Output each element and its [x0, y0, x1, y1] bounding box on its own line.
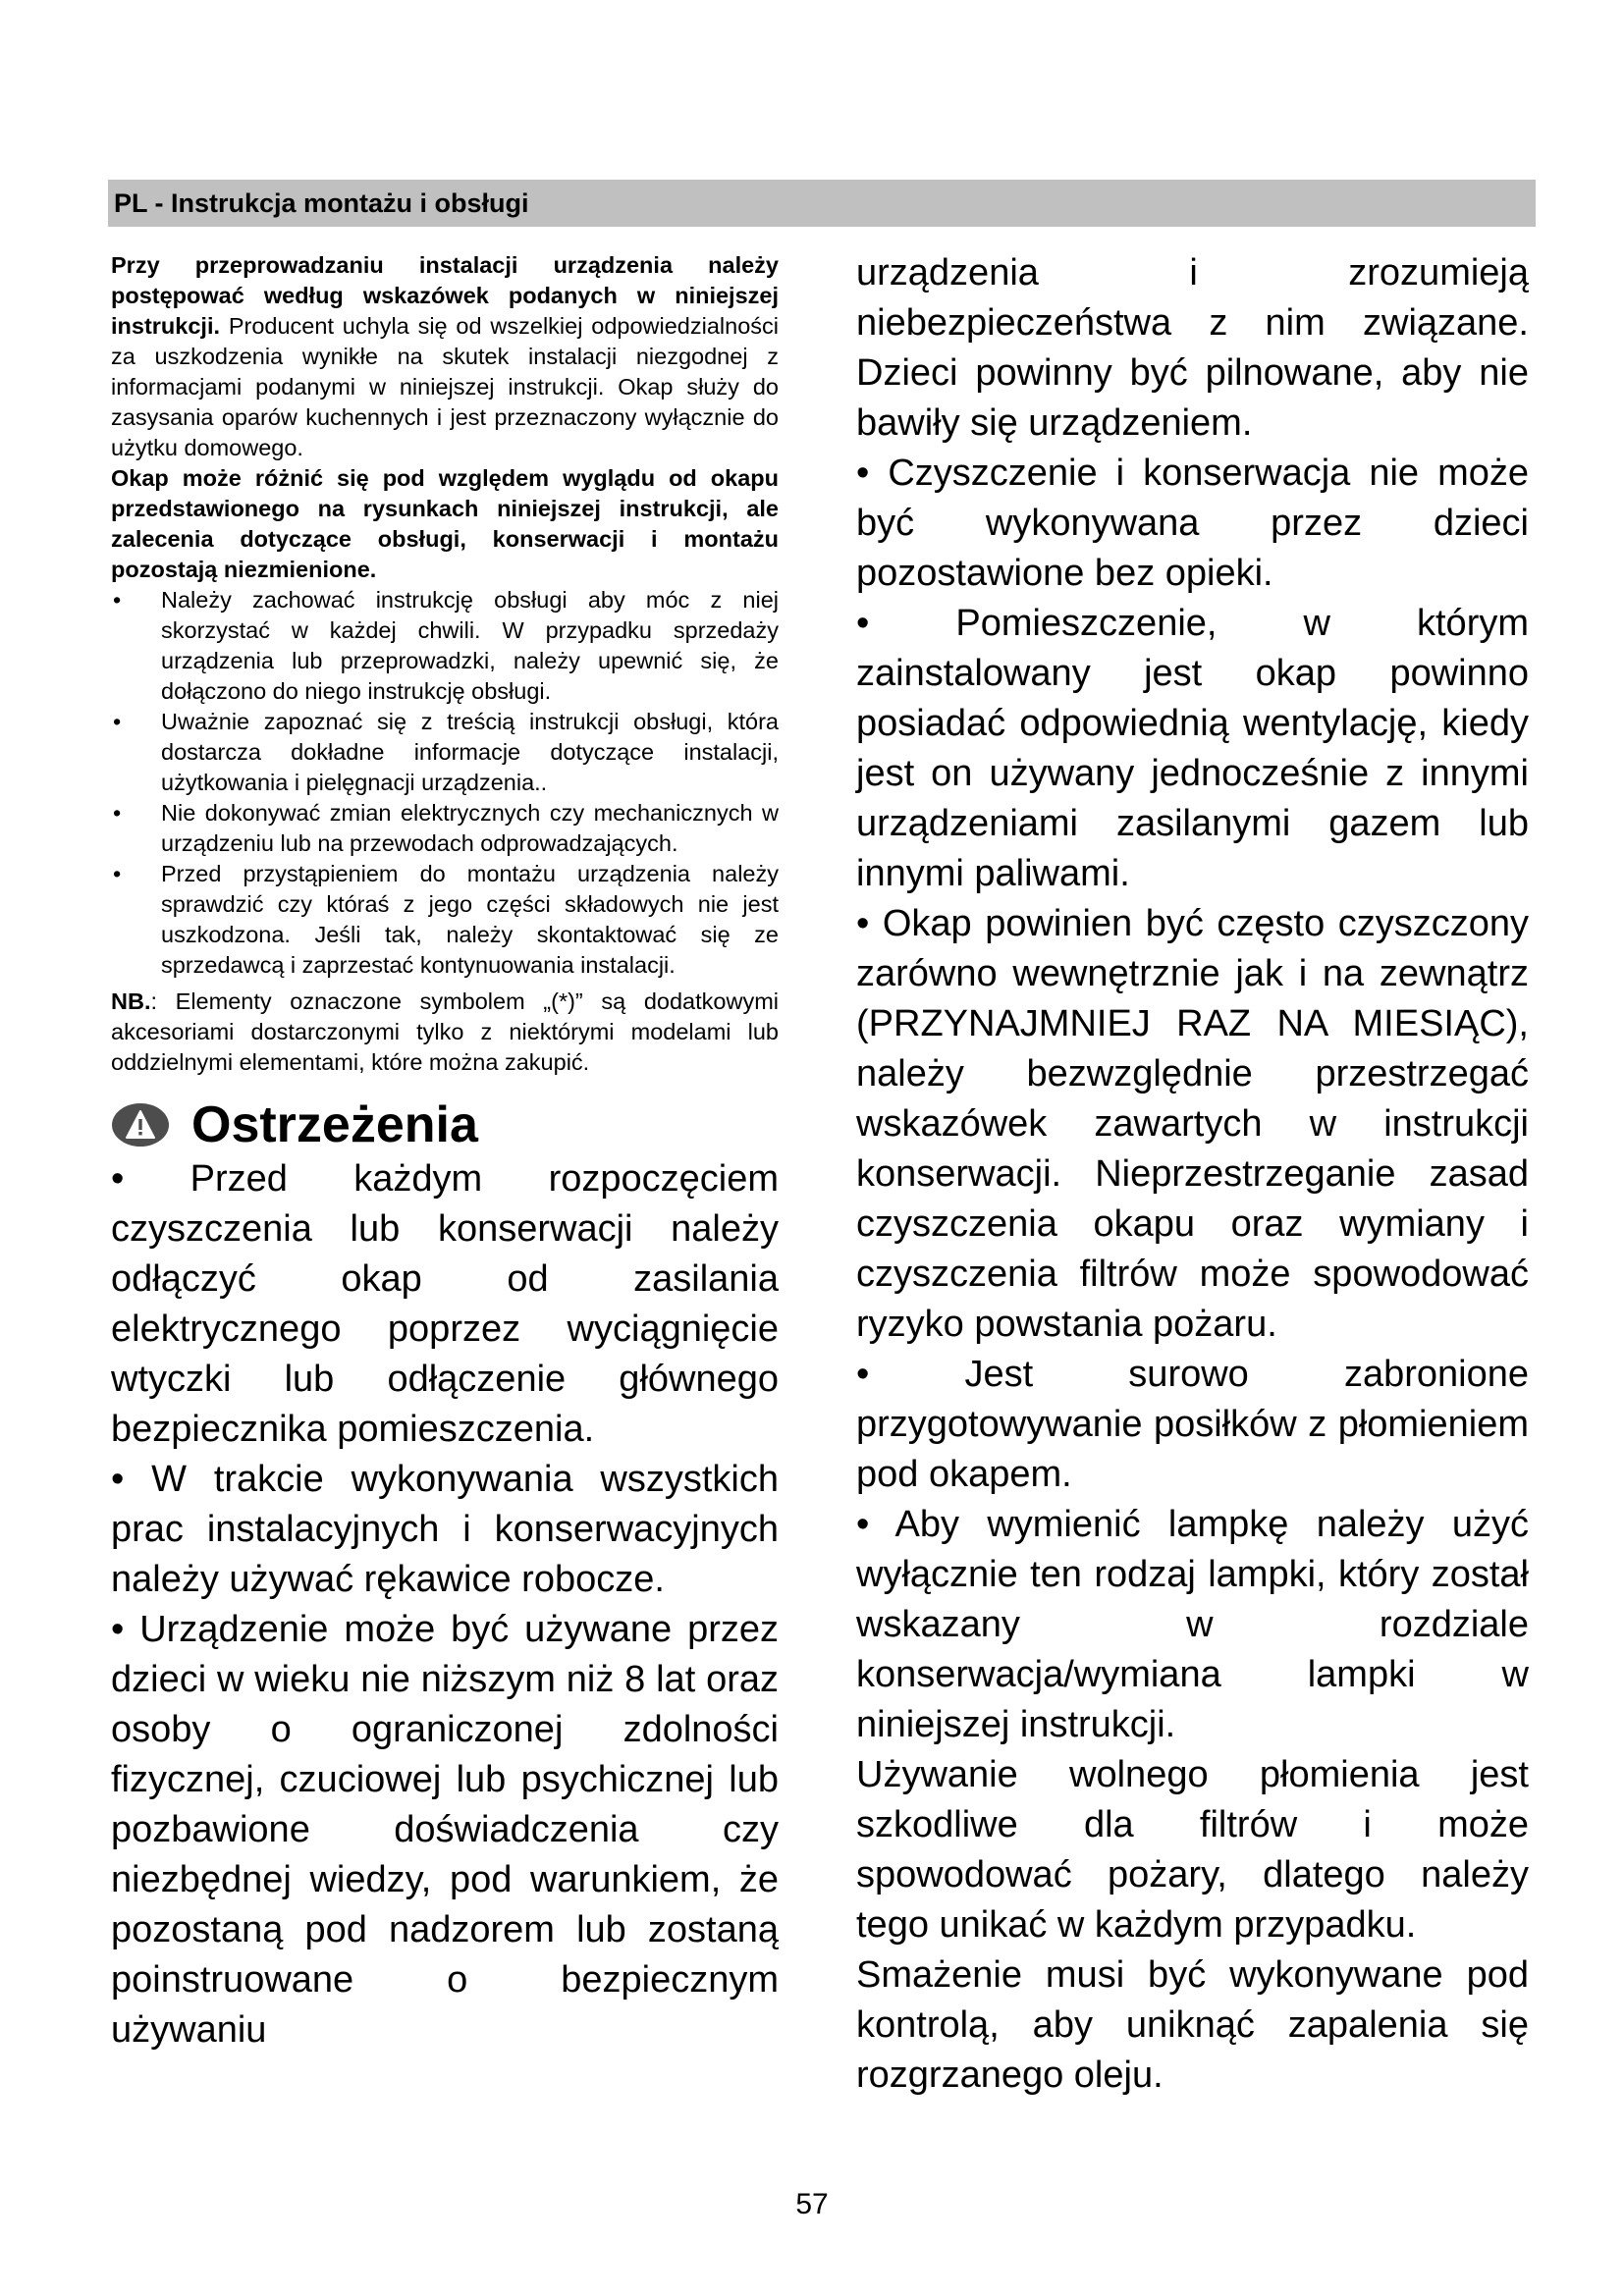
warnings-heading — [111, 1095, 779, 1154]
warnings-left — [111, 1154, 779, 2056]
warning-paragraph: • Jest surowo zabronione przygotowywanie posiłków z płomieniem pod okapem. — [856, 1354, 1529, 1495]
list-item — [111, 707, 779, 798]
warning-paragraph: urządzenia i zrozumieją niebezpieczeństwa z nim związane. Dzieci powinny być pilnowane, aby nie bawiły się urządzeniem. — [856, 252, 1529, 444]
bullet-icon: • — [113, 709, 122, 734]
warning-paragraph: • Aby wymienić lampkę należy użyć wyłącznie ten rodzaj lampki, który został wskazany w rozdziale konserwacja/wymiana lampki w niniejszej instrukcji. — [856, 1504, 1529, 1745]
section-header-title: PL - Instrukcja montażu i obsługi — [114, 188, 529, 218]
bullet-icon: • — [113, 587, 122, 613]
warning-icon-bar — [138, 1119, 141, 1130]
appearance-note: Okap może różnić się pod względem wyglądu od okapu przedstawionego na rysunkach niniejszej instrukcji, ale zalecenia dotyczące obsługi, konserwacji i montażu pozostają niezmienione. — [111, 465, 779, 582]
warning-paragraph: Smażenie musi być wykonywane pod kontrolą, aby uniknąć zapalenia się rozgrzanego oleju. — [856, 1954, 1529, 2096]
list-item-text: Nie dokonywać zmian elektrycznych czy mechanicznych w urządzeniu lub na przewodach odprowadzających. — [161, 800, 779, 856]
warning-paragraph: • Czyszczenie i konserwacja nie może być wykonywana przez dzieci pozostawione bez opieki. — [856, 453, 1529, 594]
warning-paragraph: • Przed każdym rozpoczęciem czyszczenia lub konserwacji należy odłączyć okap od zasilania elektrycznego poprzez wyciągnięcie wtyczki lub odłączenie głównego bezpiecznika pomieszczenia. — [111, 1158, 779, 1450]
warning-paragraph: • Urządzenie może być używane przez dzieci w wieku nie niższym niż 8 lat oraz osoby o ograniczonej zdolności fizycznej, czuciowej lub psychicznej lub pozbawione doświadczenia czy niezbędnej wiedzy, pod warunkiem, że pozostaną pod nadzorem lub zostaną poinstruowane o bezpiecznym używaniu — [111, 1609, 779, 2051]
list-item-text: Uważnie zapoznać się z treścią instrukcji obsługi, która dostarcza dokładne informacje dotyczące instalacji, użytkowania i pielęgnacji urządzenia.. — [161, 709, 779, 795]
list-item-text: Należy zachować instrukcję obsługi aby móc z niej skorzystać w każdej chwili. W przypadku sprzedaży urządzenia lub przeprowadzki, należy upewnić się, że dołączono do niego instrukcję obsługi. — [161, 587, 779, 704]
intro-lead-rest: Producent uchyla się od wszelkiej odpowiedzialności za uszkodzenia wynikłe na skutek instalacji niezgodnej z informacjami podanymi w niniejszej instrukcji. Okap służy do zasysania oparów kuchennych i jest przeznaczony wyłącznie do użytku domowego. — [111, 313, 779, 460]
intro-lead-bold: Przy przeprowadzaniu instalacji urządzenia należy postępować według wskazówek podanych w niniejszej instrukcji. — [111, 252, 779, 339]
intro-section — [111, 250, 779, 1078]
warning-icon-point — [138, 1132, 141, 1135]
left-column — [111, 250, 779, 2056]
list-item — [111, 585, 779, 707]
warning-paragraph: • Pomieszczenie, w którym zainstalowany jest okap powinno posiadać odpowiednią wentylację, kiedy jest on używany jednocześnie z innymi urządzeniami zasilanymi gazem lub innymi paliwami. — [856, 603, 1529, 894]
list-item — [111, 859, 779, 981]
list-item — [111, 798, 779, 859]
nb-note — [111, 987, 779, 1078]
warnings-title: Ostrzeżenia — [191, 1096, 478, 1153]
bullet-icon: • — [113, 800, 122, 826]
warning-paragraph: • Okap powinien być często czyszczony zarówno wewnętrznie jak i na zewnątrz (PRZYNAJMNIEJ RAZ NA MIESIĄC), należy bezwzględnie przestrzegać wskazówek zawartych w instrukcji konserwacji. Nieprzestrzeganie zasad czyszczenia okapu oraz wymiany i czyszczenia filtrów może spowodować ryzyko powstania pożaru. — [856, 903, 1529, 1345]
right-column — [856, 248, 1529, 2101]
warning-paragraph: Używanie wolnego płomienia jest szkodliwe dla filtrów i może spowodować pożary, dlatego należy tego unikać w każdym przypadku. — [856, 1754, 1529, 1946]
warning-paragraph: • W trakcie wykonywania wszystkich prac instalacyjnych i konserwacyjnych należy używać rękawice robocze. — [111, 1459, 779, 1600]
nb-text: : Elementy oznaczone symbolem „(*)” są dodatkowymi akcesoriami dostarczonymi tylko z niektórymi modelami lub oddzielnymi elementami, które można zakupić. — [111, 988, 779, 1075]
list-item-text: Przed przystąpieniem do montażu urządzenia należy sprawdzić czy któraś z jego części składowych nie jest uszkodzona. Jeśli tak, należy skontaktować się ze sprzedawcą i zaprzestać kontynuowania instalacji. — [161, 861, 779, 978]
nb-label: NB. — [111, 988, 151, 1014]
intro-paragraph — [111, 250, 779, 463]
bullet-icon: • — [113, 861, 122, 886]
warning-icon — [111, 1102, 170, 1148]
page-number: 57 — [795, 2188, 829, 2220]
intro-bullet-list — [111, 585, 779, 981]
section-header — [108, 180, 1536, 227]
